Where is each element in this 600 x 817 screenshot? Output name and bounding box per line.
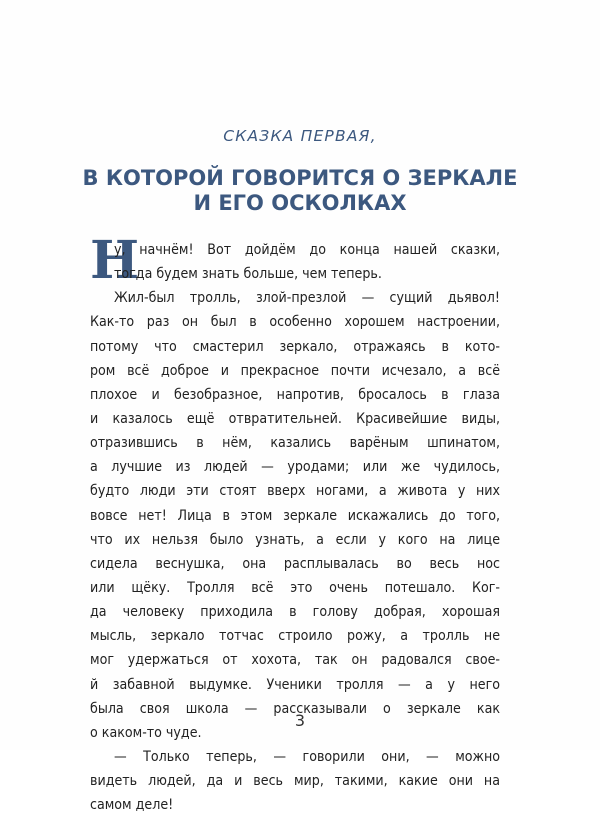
text-line: о каком-то чуде. [90, 724, 202, 741]
text-line: отразившись в нём, казались варёным шпинатом, [90, 435, 500, 452]
drop-cap: Н [90, 230, 140, 291]
chapter-title-line: И ЕГО ОСКОЛКАХ [193, 191, 407, 215]
text-line: была своя школа — рассказывали о зеркале как [90, 700, 500, 717]
text-line: а лучшие из людей — уродами; или же чудилось, [90, 459, 500, 476]
chapter-title-line: В КОТОРОЙ ГОВОРИТСЯ О ЗЕРКАЛЕ [82, 166, 518, 190]
text-line: или щёку. Тролля всё это очень потешало. Ког- [90, 579, 500, 596]
text-line: что их нельзя было узнать, а если у кого на лице [90, 531, 500, 548]
text-line: сидела веснушка, она расплывалась во весь нос [90, 555, 500, 572]
text-line: у, начнём! Вот дойдём до конца нашей сказки, [114, 242, 500, 258]
text-line: видеть людей, да и весь мир, такими, какие они на [90, 773, 500, 790]
text-line: мог удержаться от хохота, так он радовался свое- [90, 652, 500, 669]
text-line: ром всё доброе и прекрасное почти исчезало, а всё [90, 362, 500, 379]
text-line: мысль, зеркало тотчас строило рожу, а тролль не [90, 628, 500, 645]
text-line: Жил-был тролль, злой-презлой — сущий дьявол! [114, 290, 500, 307]
text-line: вовсе нет! Лица в этом зеркале искажались до того, [90, 507, 500, 524]
chapter-subtitle: СКАЗКА ПЕРВАЯ, [223, 127, 377, 145]
text-line: й забавной выдумке. Ученики тролля — а у него [90, 676, 500, 693]
text-line: — Только теперь, — говорили они, — можно [114, 748, 500, 765]
text-line: Как-то раз он был в особенно хорошем настроении, [90, 314, 500, 331]
text-line: плохое и безобразное, напротив, бросалось в глаза [90, 386, 500, 403]
text-line: самом деле! [90, 797, 174, 814]
story-text [90, 230, 500, 817]
text-line: да человеку приходила в голову добрая, хорошая [90, 604, 500, 621]
page-number: 3 [294, 711, 306, 730]
text-line: тогда будем знать больше, чем теперь. [114, 266, 382, 283]
text-line: потому что смастерил зеркало, отражаясь в кото- [90, 338, 500, 355]
text-line: будто люди эти стоят вверх ногами, а живота у них [90, 483, 500, 500]
chapter-title [0, 166, 600, 216]
text-line: и казалось ещё отвратительней. Красивейшие виды, [90, 410, 500, 427]
